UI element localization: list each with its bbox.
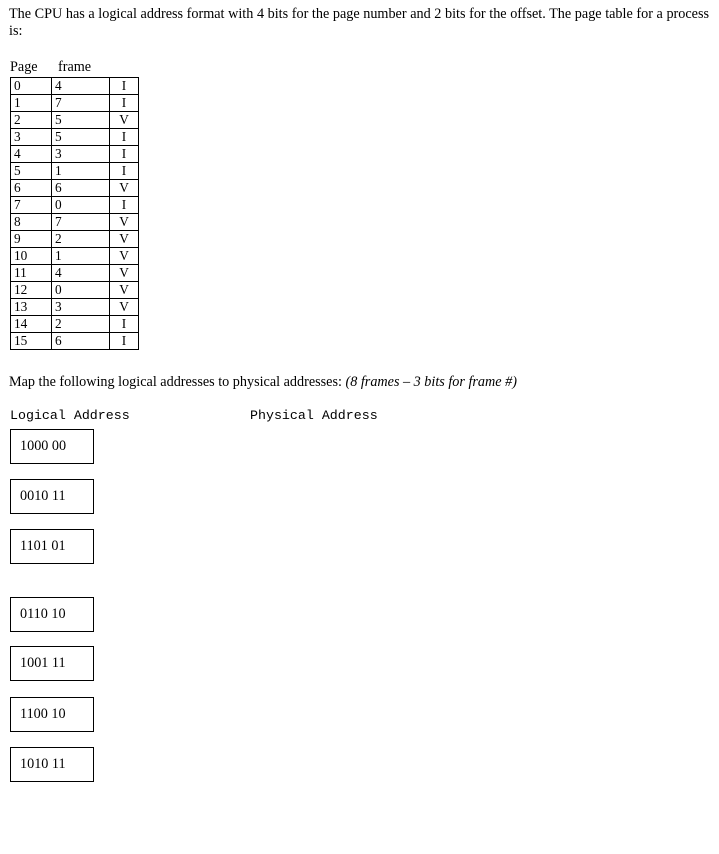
valid-cell: V: [110, 180, 139, 197]
page-cell: 15: [11, 333, 52, 350]
page-cell: 10: [11, 248, 52, 265]
page-cell: 3: [11, 129, 52, 146]
table-row: [11, 282, 139, 299]
logical-address-box: 1101 01: [10, 529, 94, 564]
valid-cell: I: [110, 129, 139, 146]
page-cell: 11: [11, 265, 52, 282]
instruction-text: Map the following logical addresses to physical addresses:: [9, 374, 346, 390]
intro-paragraph: The CPU has a logical address format with 4 bits for the page number and 2 bits for the offset. The page table for a process is:: [9, 6, 709, 39]
table-row: [11, 146, 139, 163]
page-cell: 13: [11, 299, 52, 316]
page-cell: 0: [11, 78, 52, 95]
table-row: [11, 180, 139, 197]
table-row: [11, 95, 139, 112]
frame-cell: 7: [52, 214, 110, 231]
valid-cell: I: [110, 146, 139, 163]
valid-cell: I: [110, 78, 139, 95]
table-row: [11, 299, 139, 316]
valid-cell: I: [110, 163, 139, 180]
frame-cell: 0: [52, 282, 110, 299]
valid-cell: V: [110, 299, 139, 316]
page-cell: 8: [11, 214, 52, 231]
frame-cell: 0: [52, 197, 110, 214]
table-row: [11, 316, 139, 333]
table-row: [11, 197, 139, 214]
page-cell: 7: [11, 197, 52, 214]
table-row: [11, 265, 139, 282]
page-cell: 2: [11, 112, 52, 129]
valid-cell: I: [110, 333, 139, 350]
page-cell: 9: [11, 231, 52, 248]
valid-cell: I: [110, 316, 139, 333]
frame-cell: 3: [52, 146, 110, 163]
frame-cell: 1: [52, 163, 110, 180]
page-column-header: Page: [10, 59, 38, 75]
valid-cell: V: [110, 265, 139, 282]
page-cell: 4: [11, 146, 52, 163]
frame-cell: 6: [52, 180, 110, 197]
table-row: [11, 214, 139, 231]
table-row: [11, 163, 139, 180]
frame-cell: 5: [52, 129, 110, 146]
page-table: [10, 77, 139, 350]
frame-cell: 4: [52, 78, 110, 95]
table-row: [11, 248, 139, 265]
logical-address-label: Logical Address: [10, 408, 130, 423]
page-cell: 1: [11, 95, 52, 112]
mapping-instruction: [9, 374, 517, 391]
valid-cell: V: [110, 214, 139, 231]
valid-cell: I: [110, 197, 139, 214]
table-row: [11, 129, 139, 146]
table-row: [11, 333, 139, 350]
logical-address-box: 0110 10: [10, 597, 94, 632]
page-cell: 6: [11, 180, 52, 197]
valid-cell: V: [110, 231, 139, 248]
page-cell: 14: [11, 316, 52, 333]
valid-cell: V: [110, 282, 139, 299]
physical-address-label: Physical Address: [250, 408, 378, 423]
instruction-hint: (8 frames – 3 bits for frame #): [345, 374, 517, 390]
table-row: [11, 231, 139, 248]
page-cell: 12: [11, 282, 52, 299]
frame-cell: 1: [52, 248, 110, 265]
valid-cell: I: [110, 95, 139, 112]
table-row: [11, 78, 139, 95]
valid-cell: V: [110, 112, 139, 129]
frame-cell: 6: [52, 333, 110, 350]
logical-address-box: 0010 11: [10, 479, 94, 514]
frame-column-header: frame: [58, 59, 92, 75]
valid-cell: V: [110, 248, 139, 265]
table-row: [11, 112, 139, 129]
logical-address-box: 1000 00: [10, 429, 94, 464]
frame-cell: 2: [52, 231, 110, 248]
frame-cell: 4: [52, 265, 110, 282]
page-cell: 5: [11, 163, 52, 180]
logical-address-box: 1001 11: [10, 646, 94, 681]
frame-cell: 2: [52, 316, 110, 333]
logical-address-box: 1100 10: [10, 697, 94, 732]
frame-cell: 7: [52, 95, 110, 112]
logical-address-box: 1010 11: [10, 747, 94, 782]
frame-cell: 5: [52, 112, 110, 129]
frame-cell: 3: [52, 299, 110, 316]
